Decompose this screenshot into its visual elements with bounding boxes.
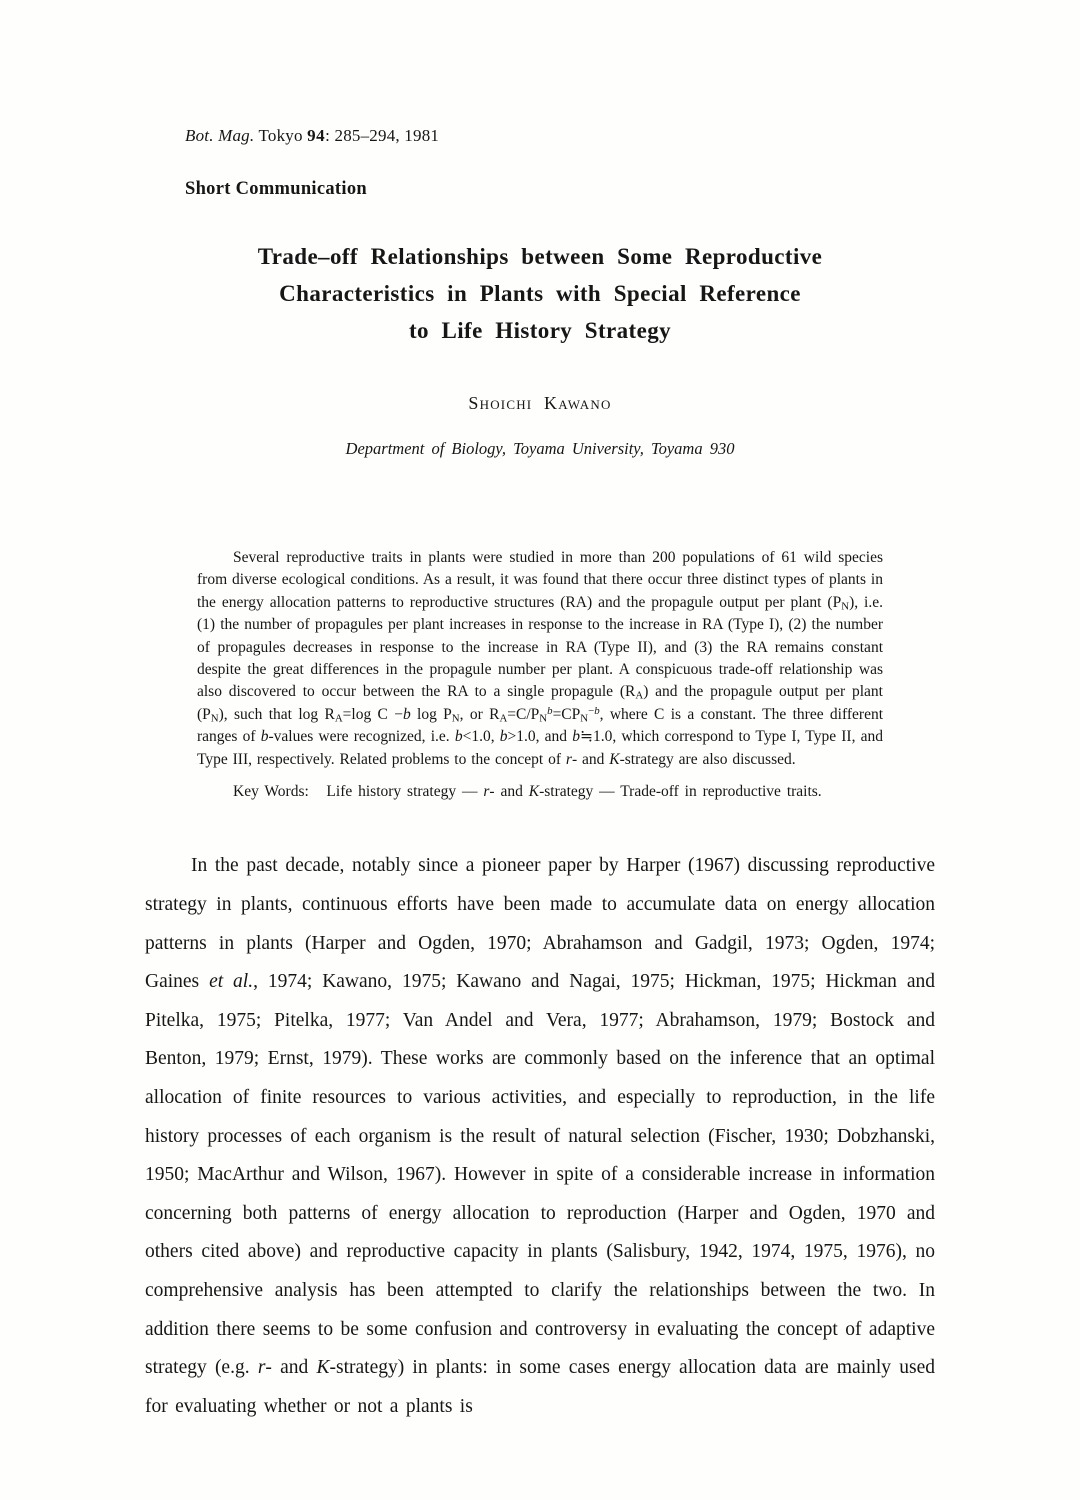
- abstract-paragraph: Several reproductive traits in plants were studied in more than 200 populations of 61 wild species from diverse ecological conditions. As a result, it was found that there occur three distinct types of plants in the energy allocation patterns to reproductive structures (RA) and the propagule output per plant $(P_N)$, i.e. (1) the number of propagules per plant increases in response to the increase in RA (Type I), (2) the number of propagules decreases in response to the increase in RA (Type II), and (3) the RA remains constant despite the great differences in the propagule number per plant. A conspicuous trade-off relationship was also discovered to occur between the RA to a single propagule $(R_A)$ and the propagule output per plant $(P_N)$, such that $\log R_A=\log$ C −b $\log P_N$, or $R_A=C/P_N^b=CP_N^{-b}$, where C is a constant. The three different ranges of b-values were recognized, i.e. b<1.0, b>1.0, and b≒1.0, which correspond to Type I, Type II, and Type III, respectively. Related problems to the concept of r- and K-strategy are also discussed.: [197, 549, 883, 768]
- keywords-paragraph: Key Words: Life history strategy — r- and K-strategy — Trade-off in reproductive traits.: [233, 783, 822, 801]
- paper-title-line-1: Trade–off Relationships between Some Reproductive: [257, 244, 823, 269]
- paper-title-line-2: Characteristics in Plants with Special Reference: [279, 281, 801, 306]
- author-affiliation: Department of Biology, Toyama University, Toyama 930: [345, 439, 735, 458]
- author-name: Shoichi Kawano: [468, 393, 612, 413]
- journal-citation: Bot. Mag. Tokyo 94: 285–294, 1981: [185, 126, 440, 145]
- section-label: Short Communication: [185, 179, 367, 199]
- paper-title-line-3: to Life History Strategy: [408, 318, 672, 343]
- intro-paragraph: In the past decade, notably since a pioneer paper by Harper (1967) discussing reproductive strategy in plants, continuous efforts have been made to accumulate data on energy allocation patterns in plants (Harper and Ogden, 1970; Abrahamson and Gadgil, 1973; Ogden, 1974; Gaines et al., 1974; Kawano, 1975; Kawano and Nagai, 1975; Hickman, 1975; Hickman and Pitelka, 1975; Pitelka, 1977; Van Andel and Vera, 1977; Abrahamson, 1979; Bostock and Benton, 1979; Ernst, 1979). These works are commonly based on the inference that an optimal allocation of finite resources to various activities, and especially to reproduction, in the life history processes of each organism is the result of natural selection (Fischer, 1930; Dobzhanski, 1950; MacArthur and Wilson, 1967). However in spite of a considerable increase in information concerning both patterns of energy allocation to reproduction (Harper and Ogden, 1970 and others cited above) and reproductive capacity in plants (Salisbury, 1942, 1974, 1975, 1976), no comprehensive analysis has been attempted to clarify the relationships between the two. In addition there seems to be some confusion and controversy in evaluating the concept of adaptive strategy (e.g. r- and K-strategy) in plants: in some cases energy allocation data are mainly used for evaluating whether or not a plants is: [145, 855, 935, 1417]
- paper-title: [145, 238, 935, 349]
